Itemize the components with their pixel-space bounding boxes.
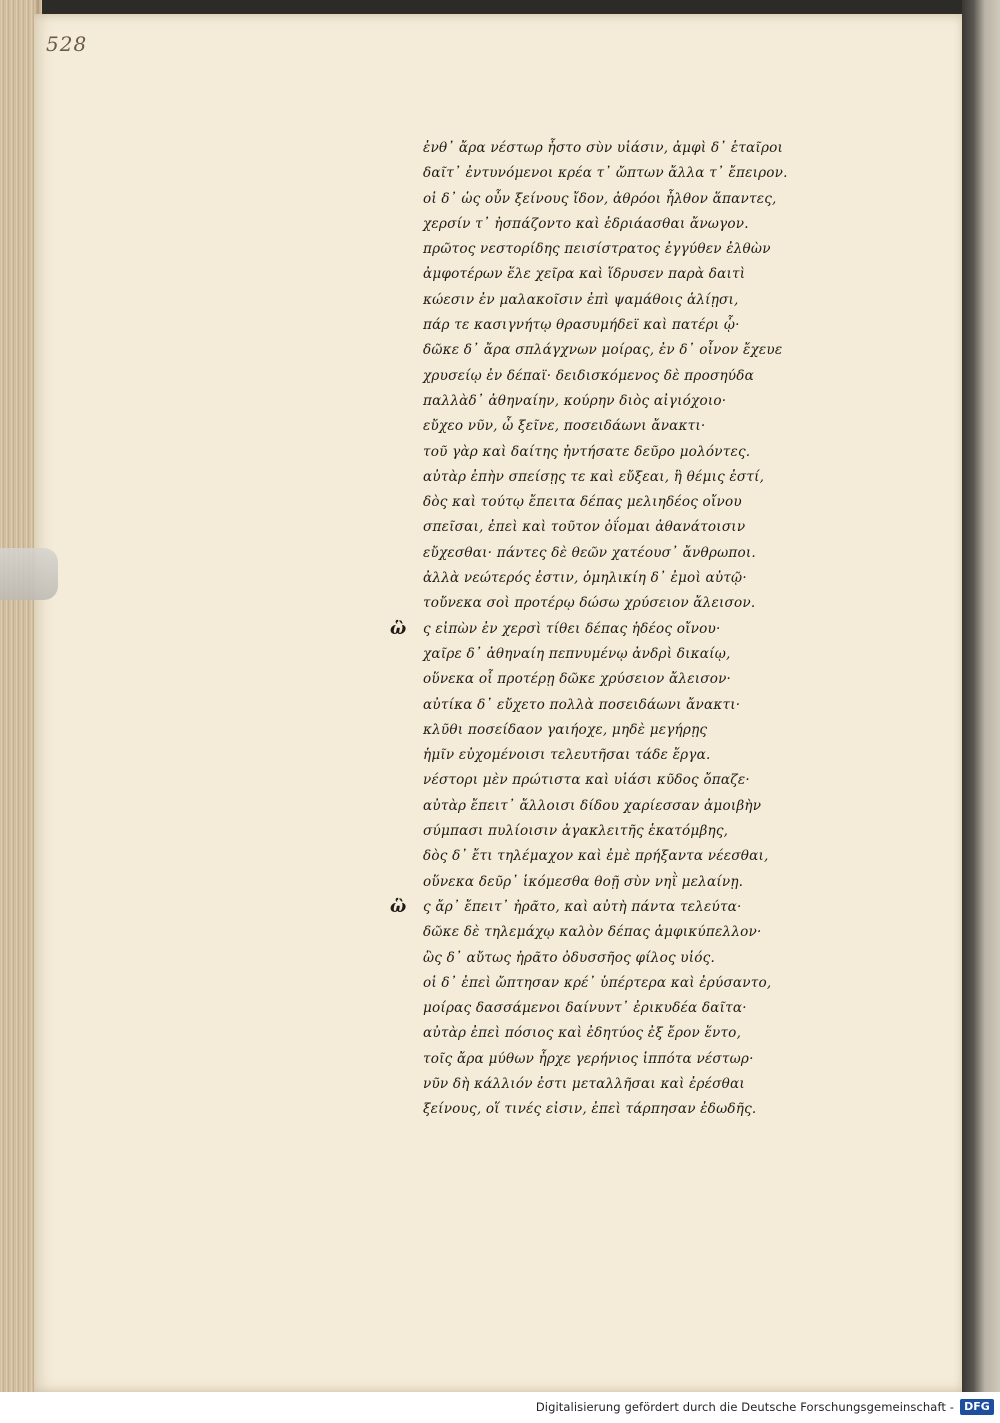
funding-credit: Digitalisierung gefördert durch die Deutsche Forschungsgemeinschaft - [535, 1400, 954, 1414]
line-text: αὐτὰρ ἔπειτ᾽ ἄλλοισι δίδου χαρίεσσαν ἀμοιβὴν [423, 797, 762, 814]
line-text: κλῦθι ποσείδαον γαιήοχε, μηδὲ μεγήρῃς [423, 721, 708, 738]
line-text: σύμπασι πυλίοισιν ἀγακλειτῆς ἑκατόμβης, [423, 823, 729, 840]
line-text: δῶκε δ᾽ ἄρα σπλάγχνων μοίρας, ἐν δ᾽ οἶνον ἔχευε [423, 342, 783, 359]
text-line [386, 566, 856, 591]
text-line [386, 136, 856, 161]
line-text: δαῖτ᾽ ἐντυνόμενοι κρέα τ᾽ ὤπτων ἄλλα τ᾽ ἔπειρον. [423, 165, 788, 182]
line-text: εὔχεο νῦν, ὦ ξεῖνε, ποσειδάωνι ἄνακτι· [423, 418, 706, 435]
text-line [386, 313, 856, 338]
line-text: ἐνθ᾽ ἄρα νέστωρ ἧστο σὺν υἱάσιν, ἀμφὶ δ᾽ ἑταῖροι [423, 140, 784, 156]
initial-letter: ὣ [390, 618, 407, 639]
manuscript-leaf [34, 14, 964, 1392]
text-line [386, 1072, 856, 1097]
line-text: αὐτὰρ ἐπὴν σπείσῃς τε καὶ εὔξεαι, ἣ θέμις ἐστί, [423, 468, 765, 485]
text-line [386, 971, 856, 996]
text-line [386, 1021, 856, 1046]
text-line [386, 338, 856, 363]
text-line [386, 262, 856, 287]
line-text: τοῖς ἄρα μύθων ἦρχε γερήνιος ἱππότα νέστωρ· [423, 1050, 754, 1067]
text-line [386, 187, 856, 212]
text-line [386, 718, 856, 743]
text-line [386, 161, 856, 186]
text-line [386, 819, 856, 844]
line-text: σπεῖσαι, ἐπεὶ καὶ τοῦτον ὀΐομαι ἀθανάτοισιν [423, 519, 746, 536]
text-line [386, 237, 856, 262]
line-text: οὕνεκα οἷ προτέρῃ δῶκε χρύσειον ἄλεισον· [423, 671, 732, 688]
line-text: δὸς δ᾽ ἔτι τηλέμαχον καὶ ἐμὲ πρήξαντα νέεσθαι, [423, 848, 769, 865]
line-text: αὐτὰρ ἐπεὶ πόσιος καὶ ἐδητύος ἐξ ἔρον ἕντο, [423, 1025, 742, 1042]
line-text: ς εἰπὼν ἐν χερσὶ τίθει δέπας ἡδέος οἴνου· [423, 620, 721, 637]
greek-text-block [386, 136, 856, 1123]
text-line [386, 1097, 856, 1122]
line-text: μοίρας δασσάμενοι δαίνυντ᾽ ἐρικυδέα δαῖτα· [423, 1000, 747, 1017]
line-text: τοὔνεκα σοὶ προτέρῳ δώσω χρύσειον ἄλεισον. [423, 595, 756, 612]
text-line [386, 920, 856, 945]
line-text: πάρ τε κασιγνήτῳ θρασυμήδεϊ καὶ πατέρι ᾧ· [423, 317, 740, 334]
line-text: δὸς καὶ τούτῳ ἔπειτα δέπας μελιηδέος οἴνου [423, 494, 742, 511]
line-text: κώεσιν ἐν μαλακοῖσιν ἐπὶ ψαμάθοις ἁλίῃσι, [423, 291, 739, 308]
line-text: ς ἄρ᾽ ἔπειτ᾽ ἠρᾶτο, καὶ αὐτὴ πάντα τελεύτα· [423, 898, 742, 915]
line-text: πρῶτος νεστορίδης πεισίστρατος ἐγγύθεν ἐλθὼν [423, 241, 771, 258]
text-line [386, 1047, 856, 1072]
initial-letter: ὣ [390, 896, 407, 917]
line-text: οἱ δ᾽ ἐπεὶ ὤπτησαν κρέ᾽ ὑπέρτερα καὶ ἐρύσαντο, [423, 974, 772, 991]
text-line [386, 693, 856, 718]
line-text: δῶκε δὲ τηλεμάχῳ καλὸν δέπας ἀμφικύπελλον· [423, 924, 762, 941]
text-line [386, 768, 856, 793]
folio-number: 528 [46, 32, 88, 56]
text-line [386, 515, 856, 540]
text-line [386, 996, 856, 1021]
line-text: χαῖρε δ᾽ ἀθηναίη πεπνυμένῳ ἀνδρὶ δικαίῳ, [423, 645, 731, 662]
text-line [386, 490, 856, 515]
text-line [386, 440, 856, 465]
text-line [386, 465, 856, 490]
text-line [386, 364, 856, 389]
line-text: παλλὰδ᾽ ἀθηναίην, κούρην διὸς αἰγιόχοιο· [423, 392, 727, 409]
line-text: ἀλλὰ νεώτερός ἐστιν, ὁμηλικίη δ᾽ ἐμοὶ αὐτῷ· [423, 570, 747, 587]
text-line [386, 212, 856, 237]
line-text: οἱ δ᾽ ὡς οὖν ξείνους ἴδον, ἀθρόοι ἦλθον ἅπαντες, [423, 190, 777, 207]
line-text: ὣς δ᾽ αὔτως ἠρᾶτο ὀδυσσῆος φίλος υἱός. [423, 949, 715, 966]
text-line [386, 617, 856, 642]
text-line [386, 794, 856, 819]
line-text: ἀμφοτέρων ἕλε χεῖρα καὶ ἵδρυσεν παρὰ δαιτὶ [423, 266, 746, 283]
text-line [386, 541, 856, 566]
text-line [386, 946, 856, 971]
text-line [386, 743, 856, 768]
text-line [386, 895, 856, 920]
book-binding-edge [962, 0, 1000, 1392]
line-text: τοῦ γὰρ καὶ δαίτης ἠντήσατε δεῦρο μολόντες. [423, 443, 751, 460]
text-line [386, 870, 856, 895]
text-line [386, 591, 856, 616]
line-text: νέστορι μὲν πρώτιστα καὶ υἱάσι κῦδος ὄπαζε· [423, 772, 750, 789]
line-text: εὔχεσθαι· πάντες δὲ θεῶν χατέουσ᾽ ἄνθρωποι. [423, 544, 756, 561]
line-text: οὕνεκα δεῦρ᾽ ἱκόμεσθα θοῇ σὺν νηῒ μελαίνῃ. [423, 873, 744, 890]
footer-bar [0, 1392, 1000, 1423]
page-clip [0, 548, 58, 600]
text-line [386, 667, 856, 692]
line-text: χρυσείῳ ἐν δέπαϊ· δειδισκόμενος δὲ προσηύδα [423, 367, 755, 384]
dfg-logo-icon: DFG [960, 1399, 994, 1415]
text-line [386, 288, 856, 313]
line-text: νῦν δὴ κάλλιόν ἐστι μεταλλῆσαι καὶ ἐρέσθαι [423, 1075, 745, 1092]
line-text: χερσίν τ᾽ ἠσπάζοντο καὶ ἑδριάασθαι ἄνωγον. [423, 215, 749, 232]
text-line [386, 414, 856, 439]
text-line [386, 642, 856, 667]
line-text: αὐτίκα δ᾽ εὔχετο πολλὰ ποσειδάωνι ἄνακτι· [423, 696, 741, 713]
text-line [386, 389, 856, 414]
text-line [386, 844, 856, 869]
line-text: ἡμῖν εὐχομένοισι τελευτῆσαι τάδε ἔργα. [423, 747, 711, 764]
line-text: ξείνους, οἵ τινές εἰσιν, ἐπεὶ τάρπησαν ἐδωδῆς. [423, 1101, 757, 1118]
